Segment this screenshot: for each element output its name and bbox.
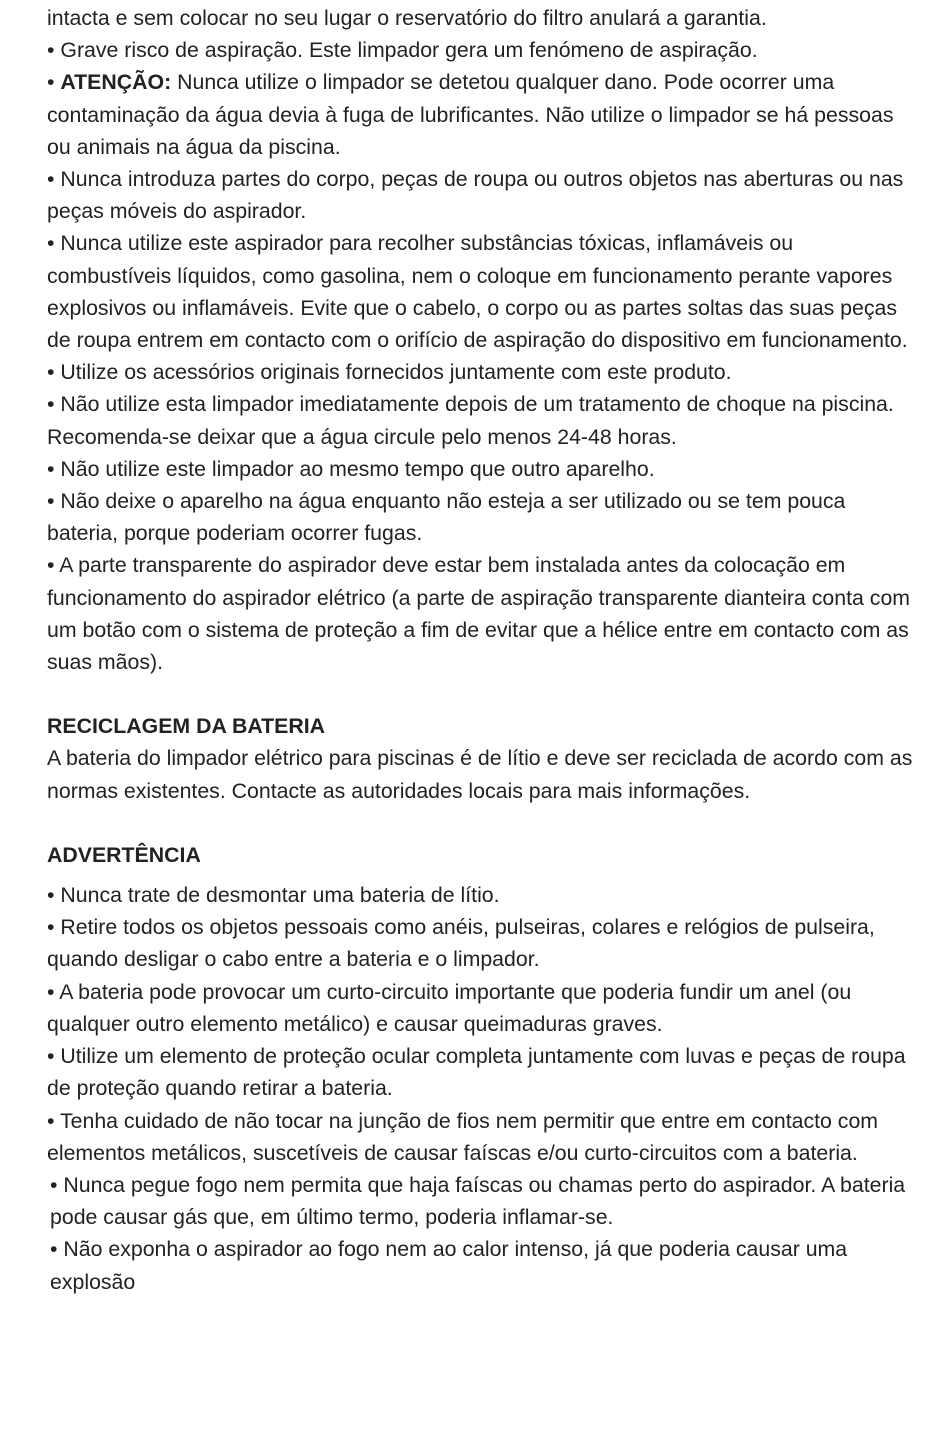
warning-heading: ADVERTÊNCIA xyxy=(47,842,201,867)
paragraph-warranty: intacta e sem colocar no seu lugar o reservatório do filtro anulará a garantia. xyxy=(47,6,767,30)
warning-item: • Nunca trate de desmontar uma bateria de lítio. xyxy=(47,883,500,908)
paragraph-transparent-part: • A parte transparente do aspirador deve estar bem instalada antes da colocação em funcionamento do aspirador elétrico (a parte de aspiração transparente dianteira conta com um botão com o sistema de proteção a fim de evitar que a hélice entre em contacto com as suas mãos). xyxy=(47,553,911,675)
paragraph-shock-treatment: • Não utilize esta limpador imediatamente depois de um tratamento de choque na piscina. Recomenda-se deixar que a água circule pelo menos 24-48 horas. xyxy=(47,392,894,449)
attention-label: ATENÇÃO: xyxy=(60,70,172,95)
paragraph-original-accessories: • Utilize os acessórios originais fornecidos juntamente com este produto. xyxy=(47,360,732,385)
warning-item: • A bateria pode provocar um curto-circuito importante que poderia fundir um anel (ou qualquer outro elemento metálico) e causar queimaduras graves. xyxy=(47,979,852,1036)
document-page xyxy=(47,2,917,1298)
paragraph-aspiration-risk: • Grave risco de aspiração. Este limpador gera um fenómeno de aspiração. xyxy=(47,38,758,63)
paragraph-toxic-substances: • Nunca utilize este aspirador para recolher substâncias tóxicas, inflamáveis ou combustíveis líquidos, como gasolina, nem o coloque em funcionamento perante vapores explosivos ou inflamáveis. Evite que o cabelo, o corpo ou as partes soltas das suas peças de roupa entrem em contacto com o orifício de aspiração do dispositivo em funcionamento. xyxy=(47,231,908,353)
paragraph-body-parts: • Nunca introduza partes do corpo, peças de roupa ou outros objetos nas aberturas ou nas peças móveis do aspirador. xyxy=(47,167,904,224)
warning-item: • Nunca pegue fogo nem permita que haja faíscas ou chamas perto do aspirador. A bateria pode causar gás que, em último termo, poderia inflamar-se. xyxy=(50,1172,906,1230)
warning-item: • Retire todos os objetos pessoais como anéis, pulseiras, colares e relógios de pulseira, quando desligar o cabo entre a bateria e o limpador. xyxy=(47,915,875,972)
paragraph-other-device: • Não utilize este limpador ao mesmo tempo que outro aparelho. xyxy=(47,456,655,481)
battery-recycling-section xyxy=(47,710,917,807)
warning-section xyxy=(47,839,917,1298)
paragraph-attention xyxy=(47,66,917,163)
recycling-heading: RECICLAGEM DA BATERIA xyxy=(47,714,326,739)
bullet: • xyxy=(47,70,61,95)
safety-instructions-section xyxy=(47,2,917,678)
warning-item: • Tenha cuidado de não tocar na junção de fios nem permitir que entre em contacto com elementos metálicos, suscetíveis de causar faíscas e/ou curto-circuitos com a bateria. xyxy=(47,1108,879,1165)
attention-text: Nunca utilize o limpador se detetou qualquer dano. Pode ocorrer uma contaminação da água devia à fuga de lubrificantes. Não utilize o limpador se há pessoas ou animais na água da piscina. xyxy=(47,70,894,159)
recycling-text: A bateria do limpador elétrico para piscinas é de lítio e deve ser reciclada de acordo com as normas existentes. Contacte as autoridades locais para mais informações. xyxy=(47,746,913,803)
warning-item: • Utilize um elemento de proteção ocular completa juntamente com luvas e peças de roupa de proteção quando retirar a bateria. xyxy=(47,1044,906,1101)
paragraph-leave-in-water: • Não deixe o aparelho na água enquanto não esteja a ser utilizado ou se tem pouca bateria, porque poderiam ocorrer fugas. xyxy=(47,489,846,546)
warning-item: • Não exponha o aspirador ao fogo nem ao calor intenso, já que poderia causar uma explosão xyxy=(50,1237,848,1294)
